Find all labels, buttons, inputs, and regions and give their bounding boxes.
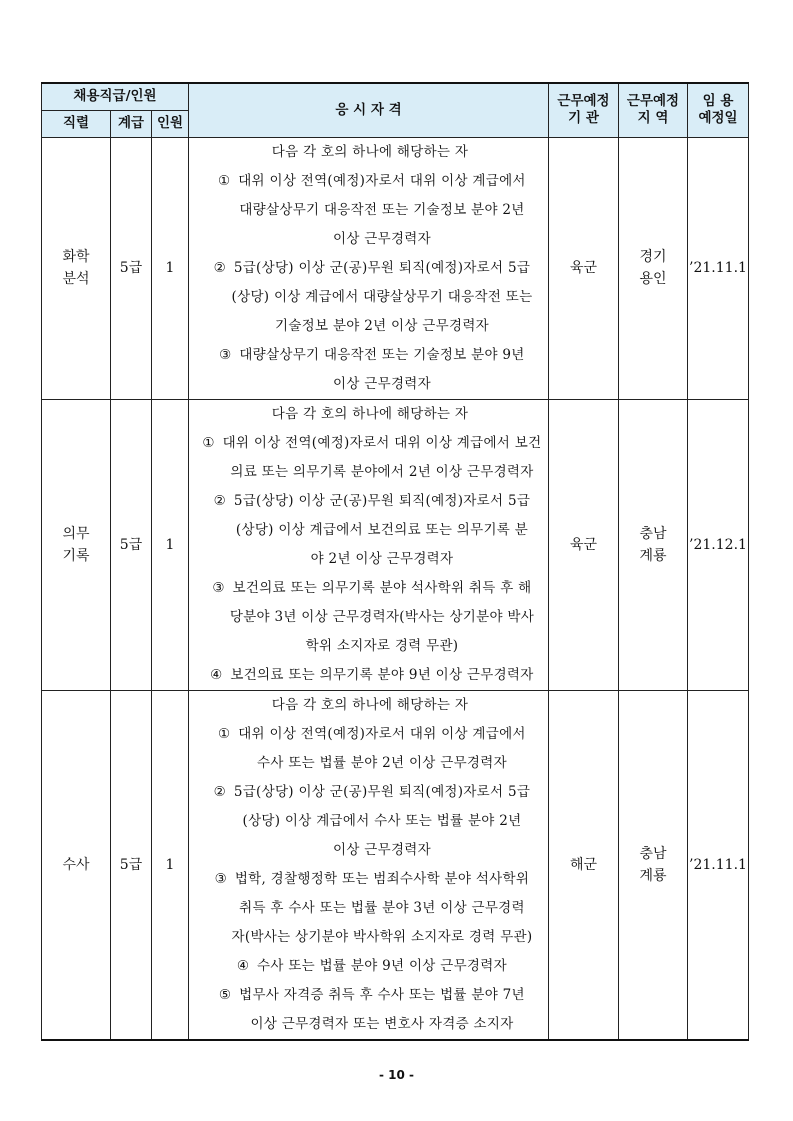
qualification-line [189,312,548,341]
qualification-cell [189,137,549,399]
qualification-text: 수사 또는 법률 분야 2년 이상 근무경력자 [257,754,507,771]
qualification-text: 당분야 3년 이상 근무경력자(박사는 상기분야 박사 [229,608,535,625]
qualification-text: (상당) 이상 계급에서 보건의료 또는 의무기록 분 [235,521,529,538]
header-agency [549,83,619,137]
qualification-line [189,836,548,865]
qualification-line [189,254,548,283]
qualification-text: 이상 근무경력자 [333,841,431,858]
qualification-text: 이상 근무경력자 [333,375,431,392]
qualification-text: 대량살상무기 대응작전 또는 기술정보 분야 2년 [239,201,525,218]
qualification-line [189,661,548,690]
qualification-line [189,138,548,167]
item-number: ④ [236,957,250,974]
agency-cell: 육군 [549,399,619,690]
recruitment-table [41,82,749,1041]
agency-cell: 해군 [549,690,619,1040]
qualification-line [189,574,548,603]
qualification-text: 보건의료 또는 의무기록 분야 석사학위 취득 후 해 [232,579,532,596]
qualification-line [189,981,548,1010]
qualification-text: 5급(상당) 이상 군(공)무원 퇴직(예정)자로서 5급 [233,492,531,509]
qualification-line [189,952,548,981]
qualification-text: 이상 근무경력자 또는 변호사 자격증 소지자 [250,1015,514,1032]
qualification-text: 보건의료 또는 의무기록 분야 9년 이상 근무경력자 [230,666,534,683]
qualification-text: (상당) 이상 계급에서 대량살상무기 대응작전 또는 [231,288,533,305]
qualification-text: 5급(상당) 이상 군(공)무원 퇴직(예정)자로서 5급 [233,259,531,276]
field-cell-line: 화학 [62,249,90,265]
qualification-line [189,632,548,661]
qualification-cell [189,690,549,1040]
count-cell: 1 [152,137,189,399]
item-number: ② [213,259,227,276]
qualification-line [189,196,548,225]
qualification-line [189,749,548,778]
field-cell-line: 분석 [62,271,90,287]
qualification-text: 대위 이상 전역(예정)자로서 대위 이상 계급에서 [238,725,526,742]
qualification-cell [189,399,549,690]
qualification-line [189,1010,548,1039]
item-number: ② [213,783,227,800]
qualification-line [189,720,548,749]
qualification-line [189,545,548,574]
qualification-text: 다음 각 호의 하나에 해당하는 자 [271,405,469,422]
qualification-line [189,341,548,370]
qualification-text: 대량살상무기 대응작전 또는 기술정보 분야 9년 [239,346,525,363]
region-cell [619,399,688,690]
qualification-line [189,603,548,632]
table-row [42,137,749,399]
qualification-text: 의료 또는 의무기록 분야에서 2년 이상 근무경력자 [230,463,534,480]
qualification-line [189,283,548,312]
item-number: ⑤ [218,986,232,1003]
header-region [619,83,688,137]
table-row [42,690,749,1040]
grade-cell: 5급 [111,690,152,1040]
grade-cell: 5급 [111,137,152,399]
header-count: 인원 [152,110,189,137]
qualification-line [189,225,548,254]
qualification-line [189,487,548,516]
item-number: ③ [219,346,232,363]
appointment-date-cell: ’21.11.1 [688,690,749,1040]
item-number: ③ [212,579,225,596]
header-appointment-line-1: 임 용 [702,93,734,110]
header-qualification: 응 시 자 격 [189,83,549,137]
region-cell-line: 충남 [639,845,667,862]
item-number: ② [213,492,227,509]
header-region-line-1: 근무예정 [626,93,680,110]
region-cell-line: 계룡 [639,547,667,564]
appointment-date-cell: ’21.11.1 [688,137,749,399]
agency-cell: 육군 [549,137,619,399]
qualification-text: 다음 각 호의 하나에 해당하는 자 [271,143,469,160]
qualification-text: 수사 또는 법률 분야 9년 이상 근무경력자 [257,957,507,974]
count-cell: 1 [152,690,189,1040]
qualification-text: 학위 소지자로 경력 무관) [305,637,459,654]
region-cell-line: 충남 [639,525,667,542]
qualification-line [189,691,548,720]
item-number: ① [202,434,215,451]
qualification-text: 기술정보 분야 2년 이상 근무경력자 [274,317,490,334]
header-row-1 [42,83,749,110]
item-number: ① [218,725,231,742]
qualification-text: 이상 근무경력자 [333,230,431,247]
item-number: ③ [214,870,228,887]
field-cell [42,137,111,399]
header-agency-line-2: 기 관 [568,110,599,127]
region-cell-line: 계룡 [639,867,667,884]
qualification-line [189,458,548,487]
count-cell: 1 [152,399,189,690]
qualification-line [189,778,548,807]
field-cell [42,399,111,690]
header-agency-line-1: 근무예정 [557,93,610,110]
qualification-text: 야 2년 이상 근무경력자 [310,550,454,567]
qualification-line [189,923,548,952]
qualification-text: 자(박사는 상기분야 박사학위 소지자로 경력 무관) [231,928,533,945]
qualification-text: 법무사 자격증 취득 후 수사 또는 법률 분야 7년 [239,986,525,1003]
region-cell [619,137,688,399]
qualification-text: (상당) 이상 계급에서 수사 또는 법률 분야 2년 [242,812,522,829]
table-row [42,399,749,690]
header-grade: 계급 [111,110,152,137]
header-group: 채용직급/인원 [42,83,189,110]
grade-cell: 5급 [111,399,152,690]
header-region-line-2: 지 역 [637,110,669,127]
qualification-line [189,167,548,196]
qualification-text: 법학, 경찰행정학 또는 범죄수사학 분야 석사학위 [234,870,530,887]
qualification-text: 취득 후 수사 또는 법률 분야 3년 이상 근무경력 [239,899,525,916]
qualification-line [189,807,548,836]
field-cell [42,690,111,1040]
field-cell-line: 기록 [62,547,90,564]
page-number: - 10 - [378,1068,414,1082]
field-cell-line: 수사 [62,856,90,873]
qualification-line [189,370,548,399]
qualification-text: 5급(상당) 이상 군(공)무원 퇴직(예정)자로서 5급 [233,783,531,800]
region-cell [619,690,688,1040]
region-cell-line: 용인 [639,271,667,287]
qualification-line [189,516,548,545]
header-rank: 직렬 [42,110,111,137]
item-number: ① [218,172,231,189]
qualification-text: 대위 이상 전역(예정)자로서 대위 이상 계급에서 [238,172,526,189]
field-cell-line: 의무 [62,525,90,542]
qualification-line [189,400,548,429]
qualification-line [189,429,548,458]
header-appointment [688,83,749,137]
qualification-text: 대위 이상 전역(예정)자로서 대위 이상 계급에서 보건 [222,434,542,451]
item-number: ④ [210,666,223,683]
qualification-line [189,894,548,923]
header-appointment-line-2: 예정일 [698,110,738,127]
region-cell-line: 경기 [639,249,667,265]
qualification-line [189,865,548,894]
appointment-date-cell: ’21.12.1 [688,399,749,690]
qualification-text: 다음 각 호의 하나에 해당하는 자 [271,696,469,713]
